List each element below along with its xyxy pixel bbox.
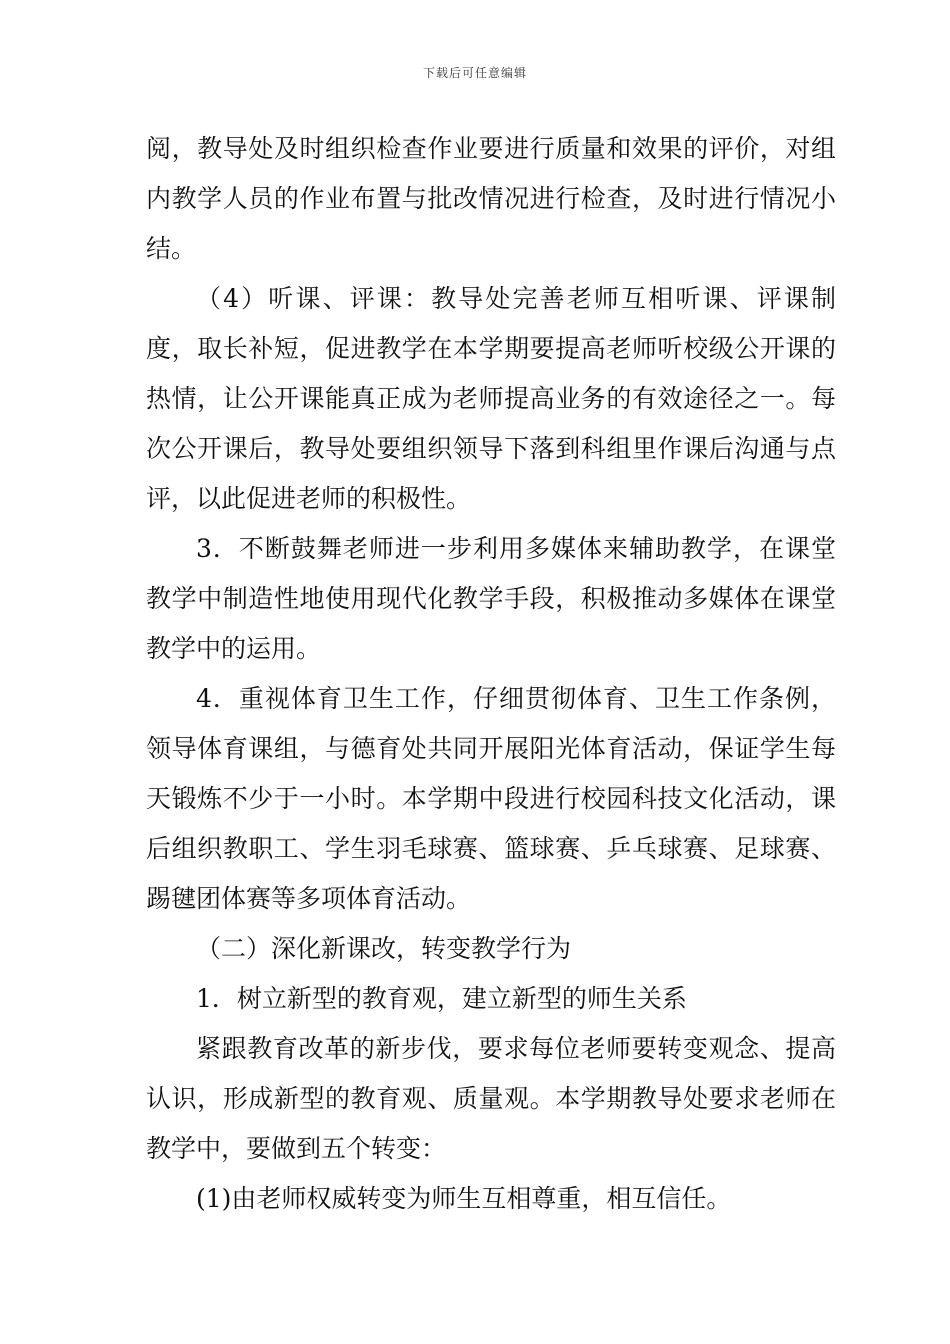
paragraph-multimedia: 3．不断鼓舞老师进一步利用多媒体来辅助教学，在课堂教学中制造性地使用现代化教学手段，积极推动多媒体在课堂教学中的运用。 [146,534,836,663]
paragraph-transformation-1: (1)由老师权威转变为师生互相尊重，相互信任。 [196,1184,732,1213]
paragraph-continuation: 阅，教导处及时组织检查作业要进行质量和效果的评价，对组内教学人员的作业布置与批改情况进行检查，及时进行情况小结。 [146,134,836,263]
paragraph-physical-education: 4．重视体育卫生工作，仔细贯彻体育、卫生工作条例，领导体育课组，与德育处共同开展阳光体育活动，保证学生每天锻炼不少于一小时。本学期中段进行校园科技文化活动，课后组织教职工、学生羽毛球赛、篮球赛、乒乓球赛、足球赛、踢毽团体赛等多项体育活动。 [146,684,836,913]
page-header: 下载后可任意编辑 [422,66,527,80]
paragraph-lesson-evaluation: （4）听课、评课：教导处完善老师互相听课、评课制度，取长补短，促进教学在本学期要提高老师听校级公开课的热情，让公开课能真正成为老师提高业务的有效途径之一。每次公开课后，教导处要组织领导下落到科组里作课后沟通与点评，以此促进老师的积极性。 [146,284,836,513]
document-body [146,124,836,1224]
subsection-heading: 1．树立新型的教育观，建立新型的师生关系 [196,984,687,1013]
paragraph-education-reform: 紧跟教育改革的新步伐，要求每位老师要转变观念、提高认识，形成新型的教育观、质量观。本学期教导处要求老师在教学中，要做到五个转变： [146,1034,836,1163]
section-heading: （二）深化新课改，转变教学行为 [196,934,572,963]
